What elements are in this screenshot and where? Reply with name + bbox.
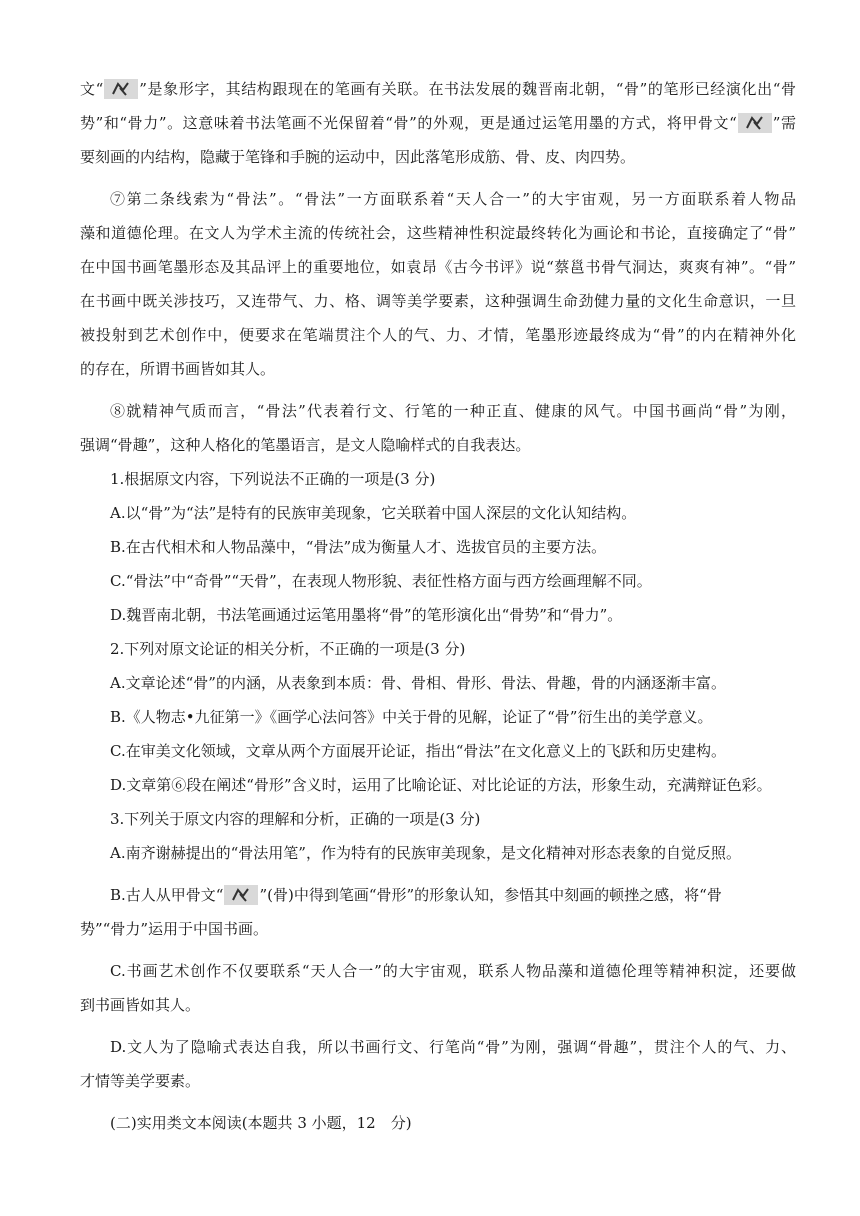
option-b: B.《人物志•九征第一》《画学心法问答》中关于骨的见解，论证了“骨”衍生出的美学意义。 — [110, 708, 713, 726]
paragraph-line: 在书画中既关涉技巧，又连带气、力、格、调等美学要素，这种强调生命劲健力量的文化生命意识，一旦 — [80, 292, 796, 310]
section-heading: (二)实用类文本阅读(本题共 3 小题，12 分) — [110, 1114, 412, 1132]
option-d: D.文人为了隐喻式表达自我，所以书画行文、行笔尚“骨”为刚，强调“骨趣”，贯注个人的气、力、 — [110, 1038, 796, 1056]
question-stem: 2.下列对原文论证的相关分析，不正确的一项是(3 分) — [110, 640, 466, 658]
paragraph-line: ⑧就精神气质而言，“骨法”代表着行文、行笔的一种正直、健康的风气。中国书画尚“骨”为刚， — [110, 402, 796, 420]
paragraph-line: 藻和道德伦理。在文人为学术主流的传统社会，这些精神性积淀最终转化为画论和书论，直接确定了“骨” — [80, 224, 796, 242]
oracle-bone-glyph-icon — [104, 79, 138, 99]
oracle-bone-glyph-icon — [738, 113, 772, 133]
oracle-bone-glyph-icon — [224, 885, 258, 905]
option-b-continued: 势”“骨力”运用于中国书画。 — [80, 920, 269, 938]
paragraph-line: 的存在，所谓书画皆如其人。 — [80, 360, 276, 378]
option-a: A.南齐谢赫提出的“骨法用笔”，作为特有的民族审美现象，是文化精神对形态表象的自觉反照。 — [110, 844, 741, 862]
paragraph-line: ⑦第二条线索为“骨法”。“骨法”一方面联系着“天人合一”的大宇宙观，另一方面联系着人物品 — [110, 190, 796, 208]
option-b: B.古人从甲骨文“ ”(骨)中得到笔画“骨形”的形象认知，参悟其中刻画的顿挫之感，将“骨 — [110, 886, 722, 904]
paragraph-line: 强调“骨趣”，这种人格化的笔墨语言，是文人隐喻样式的自我表达。 — [80, 436, 531, 454]
paragraph-line: 势”和“骨力”。这意味着书法笔画不光保留着“骨”的外观，更是通过运笔用墨的方式，将甲骨文“ ”需 — [80, 114, 796, 132]
option-d: D.文章第⑥段在阐述“骨形”含义时，运用了比喻论证、对比论证的方法，形象生动，充满辩证色彩。 — [110, 776, 772, 794]
question-stem: 1.根据原文内容，下列说法不正确的一项是(3 分) — [110, 470, 436, 488]
option-c-continued: 到书画皆如其人。 — [80, 996, 201, 1014]
option-a: A.以“骨”为“法”是特有的民族审美现象，它关联着中国人深层的文化认知结构。 — [110, 504, 637, 522]
option-d: D.魏晋南北朝，书法笔画通过运笔用墨将“骨”的笔形演化出“骨势”和“骨力”。 — [110, 606, 623, 624]
paragraph-line: 要刻画的内结构，隐藏于笔锋和手腕的运动中，因此落笔形成筋、骨、皮、肉四势。 — [80, 148, 636, 166]
paragraph-line: 被投射到艺术创作中，便要求在笔端贯注个人的气、力、才情，笔墨形迹最终成为“骨”的内在精神外化 — [80, 326, 796, 344]
paragraph-line: 文“ ”是象形字，其结构跟现在的笔画有关联。在书法发展的魏晋南北朝，“骨”的笔形已经演化出“骨 — [80, 80, 796, 98]
option-b: B.在古代相术和人物品藻中，“骨法”成为衡量人才、选拔官员的主要方法。 — [110, 538, 607, 556]
question-stem: 3.下列关于原文内容的理解和分析，正确的一项是(3 分) — [110, 810, 481, 828]
option-d-continued: 才情等美学要素。 — [80, 1072, 201, 1090]
option-a: A.文章论述“骨”的内涵，从表象到本质：骨、骨相、骨形、骨法、骨趣，骨的内涵逐渐丰富。 — [110, 674, 726, 692]
option-c: C.书画艺术创作不仅要联系“天人合一”的大宇宙观，联系人物品藻和道德伦理等精神积淀，还要做 — [110, 962, 796, 980]
document-page — [80, 72, 796, 1140]
paragraph-line: 在中国书画笔墨形态及其品评上的重要地位，如袁昂《古今书评》说“蔡邕书骨气洞达，爽爽有神”。“骨” — [80, 258, 796, 276]
option-c: C.“骨法”中“奇骨”“天骨”，在表现人物形貌、表征性格方面与西方绘画理解不同。 — [110, 572, 652, 590]
option-c: C.在审美文化领域，文章从两个方面展开论证，指出“骨法”在文化意义上的飞跃和历史建构。 — [110, 742, 727, 760]
